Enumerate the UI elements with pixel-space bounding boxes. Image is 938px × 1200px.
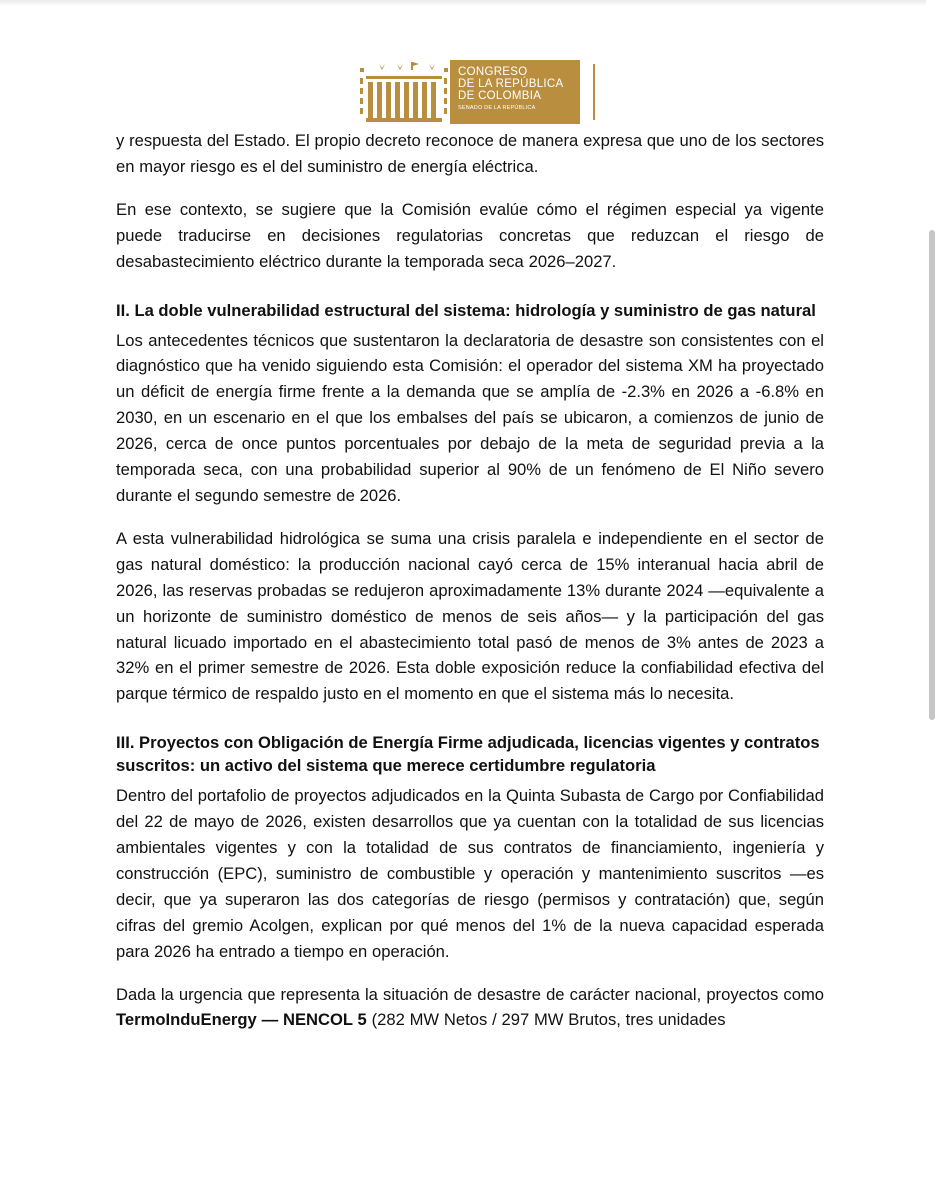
- logo-subtitle: SENADO DE LA REPÚBLICA: [458, 105, 536, 111]
- congress-building-icon: [358, 60, 450, 124]
- section-heading-3: III. Proyectos con Obligación de Energía Firme adjudicada, licencias vigentes y contratos suscritos: un activo del sistema que merece certidumbre regulatoria: [116, 733, 820, 776]
- congress-logo-box: [450, 60, 580, 124]
- paragraph-6: [116, 982, 824, 1034]
- logo-line-1: CONGRESO: [458, 66, 528, 78]
- paragraph-6-details: (282 MW Netos / 297 MW Brutos, tres unidades: [366, 1010, 726, 1030]
- document-body: [116, 128, 824, 1033]
- paragraph-6-intro: Dada la urgencia que representa la situación de desastre de carácter nacional, proyectos como: [116, 984, 824, 1004]
- paragraph-5: Dentro del portafolio de proyectos adjudicados en la Quinta Subasta de Cargo por Confiabilidad del 22 de mayo de 2026, existen desarrollos que ya cuentan con la totalidad de sus licencias ambientales vigentes y con la totalidad de sus contratos de financiamiento, ingeniería y construcción (EPC), suministro de combustible y operación y mantenimiento suscritos —es decir, que ya superaron las dos categorías de riesgo (permisos y contratación) que, según cifras del gremio Acolgen, explican por qué menos del 1% de la nueva capacidad esperada para 2026 ha entrado a tiempo en operación.: [116, 786, 824, 961]
- paragraph-3: Los antecedentes técnicos que sustentaron la declaratoria de desastre son consistentes con el diagnóstico que ha venido siguiendo esta Comisión: el operador del sistema XM ha proyectado un déficit de energía firme frente a la demanda que se amplía de -2.3% en 2026 a -6.8% en 2030, en un escenario en el que los embalses del país se ubicaron, a comienzos de junio de 2026, cerca de once puntos porcentuales por debajo de la meta de seguridad previa a la temporada seca, con una probabilidad superior al 90% de un fenómeno de El Niño severo durante el segundo semestre de 2026.: [116, 330, 824, 505]
- project-name: TermoInduEnergy — NENCOL 5: [116, 1010, 367, 1030]
- scrollbar[interactable]: [926, 0, 938, 1200]
- logo-line-2: DE LA REPÚBLICA: [458, 78, 564, 90]
- paragraph-1: y respuesta del Estado. El propio decreto reconoce de manera expresa que uno de los sectores en mayor riesgo es el del suministro de energía eléctrica.: [116, 131, 824, 176]
- paragraph-2: En ese contexto, se sugiere que la Comisión evalúe cómo el régimen especial ya vigente puede traducirse en decisiones regulatorias concretas que reduzcan el riesgo de desabastecimiento eléctrico durante la temporada seca 2026–2027.: [116, 199, 824, 271]
- scrollbar-thumb[interactable]: [929, 230, 935, 720]
- logo-line-3: DE COLOMBIA: [458, 90, 542, 102]
- section-heading-2: II. La doble vulnerabilidad estructural del sistema: hidrología y suministro de gas natural: [116, 300, 816, 320]
- letterhead-divider: [593, 64, 595, 120]
- letterhead: [358, 60, 595, 124]
- page-top-edge: [0, 0, 938, 6]
- paragraph-4: A esta vulnerabilidad hidrológica se suma una crisis paralela e independiente en el sector de gas natural doméstico: la producción nacional cayó cerca de 15% interanual hacia abril de 2026, las reservas probadas se redujeron aproximadamente 13% durante 2024 —equivalente a un horizonte de suministro doméstico de menos de seis años— y la participación del gas natural licuado importado en el abastecimiento total pasó de menos de 3% antes de 2023 a 32% en el primer semestre de 2026. Esta doble exposición reduce la confiabilidad efectiva del parque térmico de respaldo justo en el momento en que el sistema más lo necesita.: [116, 528, 824, 704]
